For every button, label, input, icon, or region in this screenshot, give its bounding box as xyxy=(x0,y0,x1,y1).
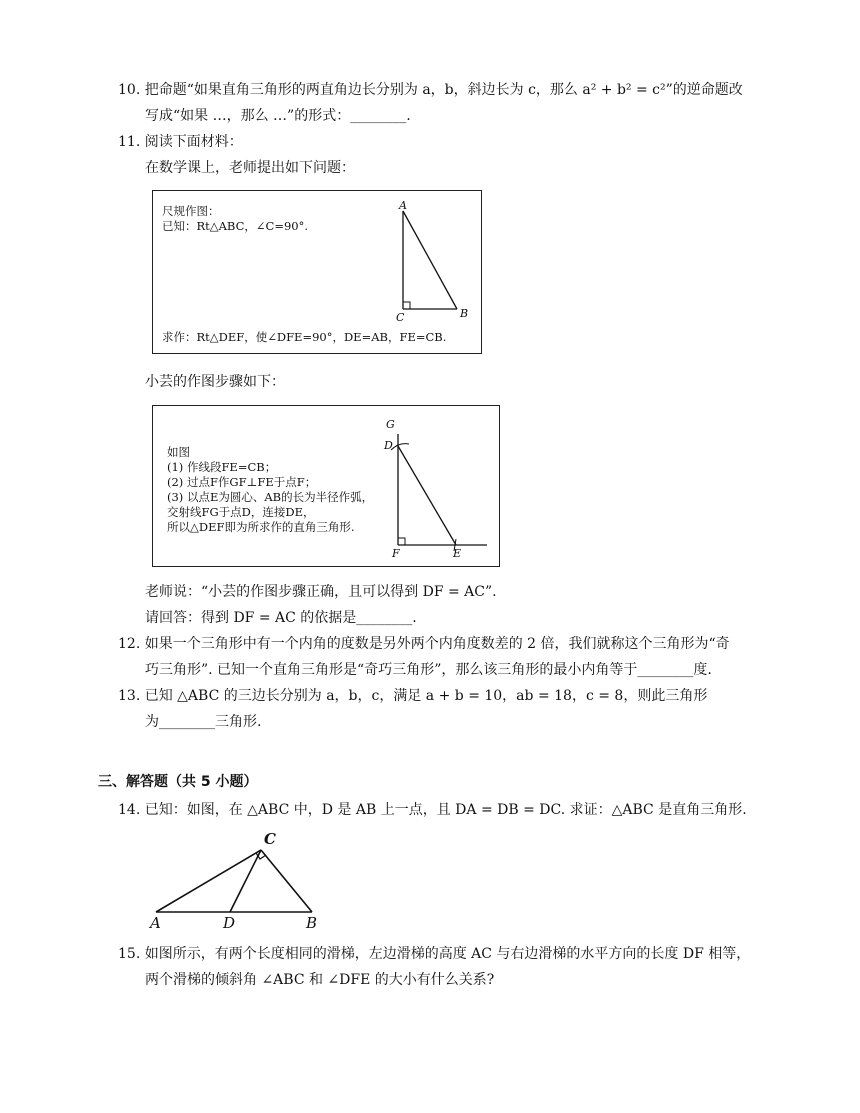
q11-line3: 小芸的作图步骤如下： xyxy=(145,374,285,390)
q13-line2: 为________三角形. xyxy=(145,714,262,730)
q15-line2: 两个滑梯的倾斜角 ∠ABC 和 ∠DFE 的大小有什么关系? xyxy=(145,972,495,988)
box2-label-e: E xyxy=(453,547,462,560)
q14-label-a: A xyxy=(150,914,161,932)
box1-known: 已知：Rt△ABC，∠C=90°. xyxy=(162,219,309,233)
step-3: (3) 以点E为圆心、AB的长为半径作弧， xyxy=(167,490,374,504)
step-intro: 如图 xyxy=(167,445,190,459)
construction-figure xyxy=(153,406,499,566)
q11-line1: 11. 阅读下面材料： xyxy=(118,134,243,150)
box1-label-b: B xyxy=(460,307,469,320)
steps-box xyxy=(152,405,500,567)
box2-label-g: G xyxy=(386,418,395,431)
q10-line2: 写成“如果 …，那么 …”的形式：________. xyxy=(145,108,411,124)
step-1: (1) 作线段FE=CB； xyxy=(167,460,277,474)
q10-line1: 10. 把命题“如果直角三角形的两直角边长分别为 a，b，斜边长为 c，那么 a² + b² = c²”的逆命题改 xyxy=(118,82,743,98)
step-2: (2) 过点F作GF⊥FE于点F； xyxy=(167,475,317,489)
q15-line1: 15. 如图所示，有两个长度相同的滑梯，左边滑梯的高度 AC 与右边滑梯的水平方向的长度 DF 相等， xyxy=(118,946,751,962)
step-5: 所以△DEF即为所求作的直角三角形. xyxy=(167,520,355,534)
q11-line5: 请回答：得到 DF = AC 的依据是________. xyxy=(145,610,417,626)
step-4: 交射线FG于点D，连接DE， xyxy=(167,505,315,519)
q14-label-c: C xyxy=(264,830,276,848)
triangle-abc-figure xyxy=(153,191,481,353)
box2-label-f: F xyxy=(392,547,400,560)
box2-label-d: D xyxy=(384,439,393,452)
problem-box xyxy=(152,190,482,354)
box1-title: 尺规作图： xyxy=(162,204,220,218)
q12-line2: 巧三角形”. 已知一个直角三角形是“奇巧三角形”，那么该三角形的最小内角等于________度. xyxy=(145,662,712,678)
q14-label-b: B xyxy=(306,914,318,932)
box1-ask: 求作：Rt△DEF，使∠DFE=90°，DE=AB，FE=CB. xyxy=(162,330,447,344)
section-heading: 三、解答题（共 5 小题） xyxy=(98,774,258,790)
q11-line2: 在数学课上，老师提出如下问题： xyxy=(145,160,355,176)
box1-label-c: C xyxy=(396,311,405,324)
box1-label-a: A xyxy=(399,199,407,212)
q13-line1: 13. 已知 △ABC 的三边长分别为 a，b，c，满足 a + b = 10，ab = 18，c = 8，则此三角形 xyxy=(118,688,708,704)
q14-label-d: D xyxy=(223,914,236,932)
q12-line1: 12. 如果一个三角形中有一个内角的度数是另外两个内角度数差的 2 倍，我们就称这个三角形为“奇 xyxy=(118,636,730,652)
q11-line4: 老师说：“小芸的作图步骤正确，且可以得到 DF = AC”. xyxy=(145,584,497,600)
q14-line1: 14. 已知：如图，在 △ABC 中，D 是 AB 上一点，且 DA = DB = DC. 求证：△ABC 是直角三角形. xyxy=(118,802,747,818)
